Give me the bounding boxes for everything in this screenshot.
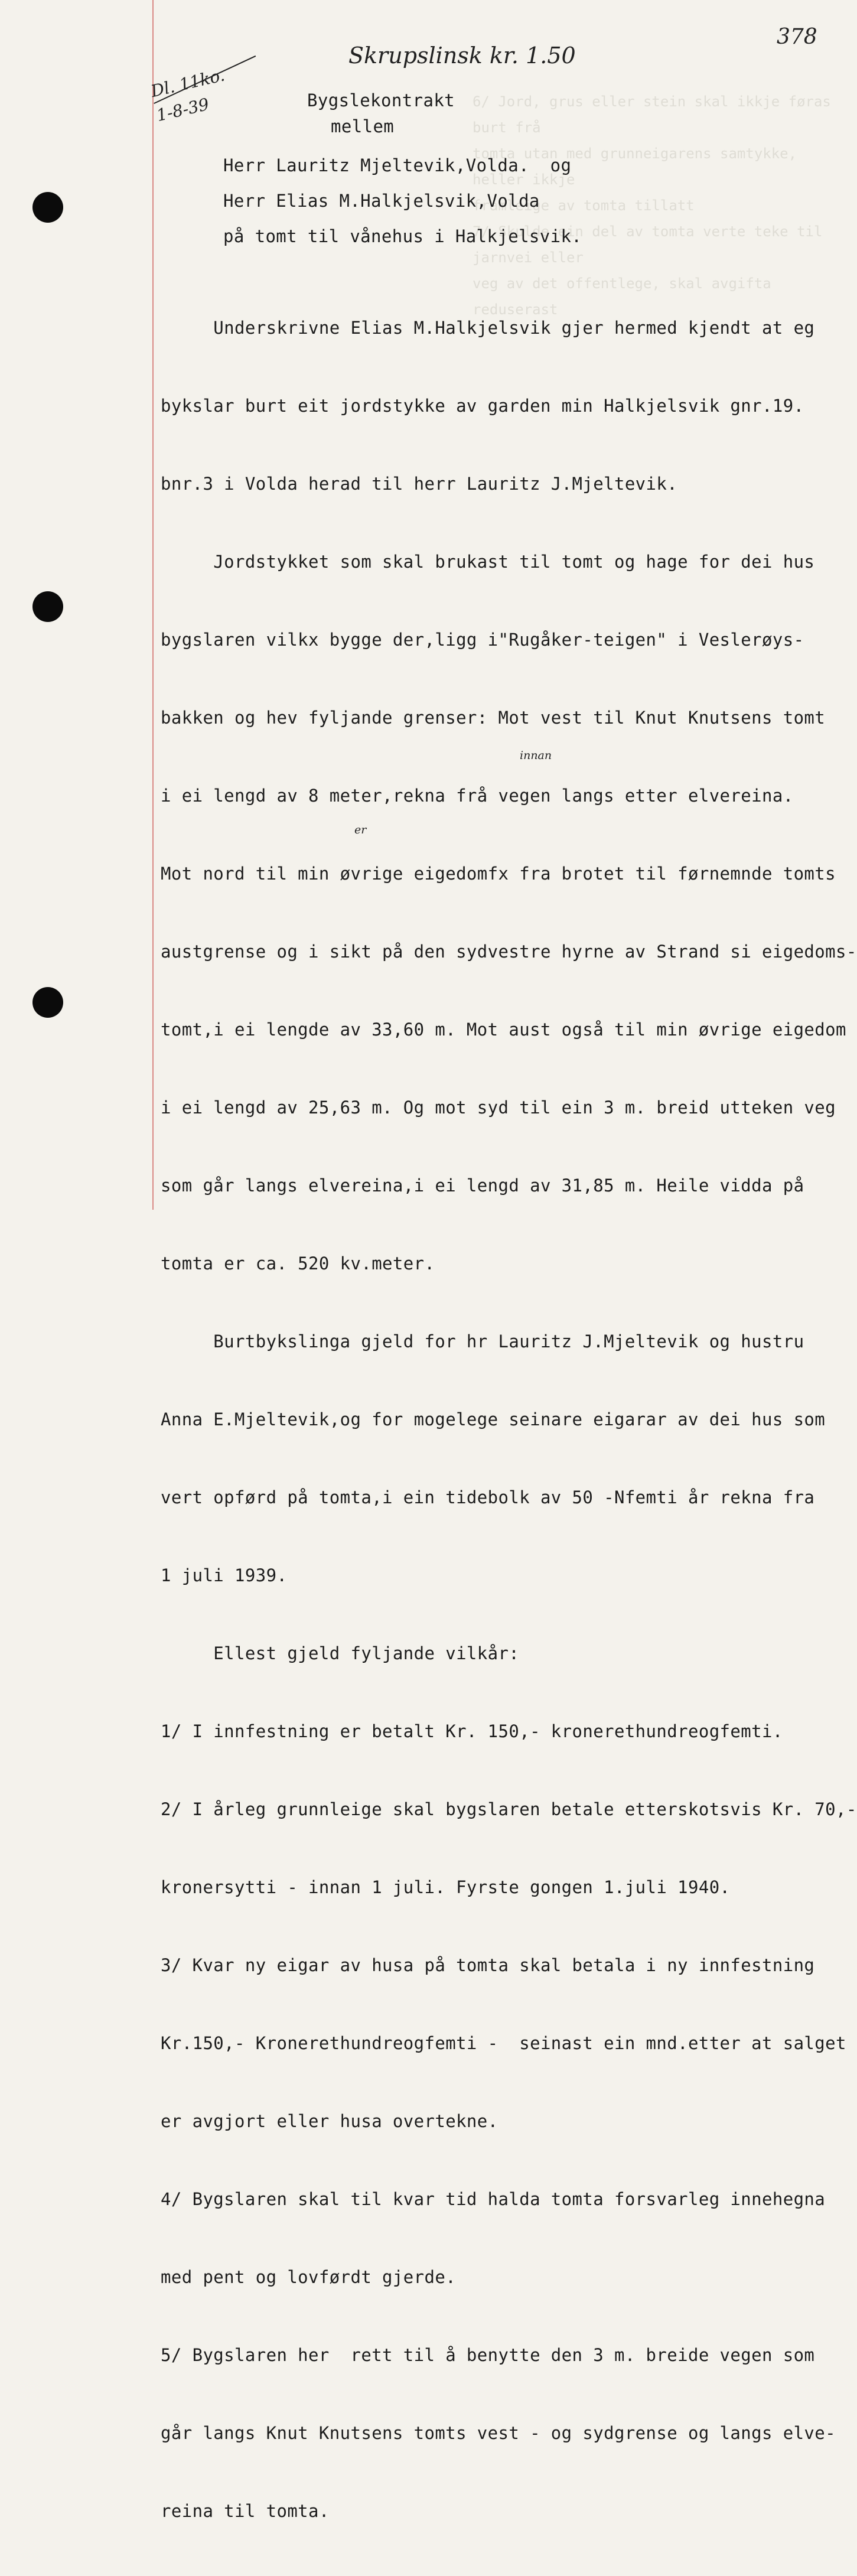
title-mellem: mellem [331, 116, 395, 136]
body-line: 3/ Kvar ny eigar av husa på tomta skal betala i ny innfestning [161, 1955, 815, 1975]
body-line: Mot nord til min øvrige eigedomfx fra brotet til førnemnde tomts [161, 864, 836, 884]
body-line: Burtbykslinga gjeld for hr Lauritz J.Mjeltevik og hustru [161, 1331, 804, 1351]
stamp-duty-note: Skrupslinsk kr. 1.50 [348, 43, 576, 69]
body-line: som går langs elvereina,i ei lengd av 31,85 m. Heile vidda på [161, 1175, 804, 1196]
contract-subject: på tomt til vånehus i Halkjelsvik. [223, 226, 582, 246]
body-line: 1/ I innfestning er betalt Kr. 150,- kronerethundreogfemti. [161, 1721, 783, 1741]
body-line: bykslar burt eit jordstykke av garden min Halkjelsvik gnr.19. [161, 396, 804, 416]
document-title: Bygslekontrakt [307, 90, 455, 110]
body-line: tomt,i ei lengde av 33,60 m. Mot aust også til min øvrige eigedom [161, 1020, 846, 1040]
interlinear-insert-innan: innan [520, 749, 552, 762]
body-line: Underskrivne Elias M.Halkjelsvik gjer hermed kjendt at eg [161, 318, 815, 338]
body-line: går langs Knut Knutsens tomts vest - og sydgrense og langs elve- [161, 2423, 836, 2443]
ghost-line: 6/ Jord, grus eller stein skal ikkje føras burt frå [473, 93, 831, 136]
body-line: Jordstykket som skal brukast til tomt og hage for dei hus [161, 552, 815, 572]
ghost-line: tomta utan med grunneigarens samtykke, heller ikkje [473, 145, 797, 188]
interlinear-insert-er: er [354, 823, 367, 836]
punch-hole [32, 591, 63, 622]
ghost-line: 7/ Skulde ein del av tomta verte teke til jarnvei eller [473, 223, 823, 266]
party-one: Herr Lauritz Mjeltevik,Volda. og [223, 155, 572, 175]
body-line: austgrense og i sikt på den sydvestre hyrne av Strand si eigedoms- [161, 942, 857, 962]
margin-note-line: 1-8-39 [154, 94, 211, 126]
punch-hole [32, 192, 63, 223]
body-line: 1 juli 1939. [161, 1565, 288, 1585]
ghost-line: framleige av tomta tillatt [473, 197, 695, 214]
ghost-line: veg av det offentlege, skal avgifta reduserast [473, 275, 771, 318]
body-line: 2/ I årleg grunnleige skal bygslaren betale etterskotsvis Kr. 70,- [161, 1799, 857, 1819]
body-line: er avgjort eller husa overtekne. [161, 2111, 498, 2131]
body-line: vert opførd på tomta,i ein tidebolk av 50 -Nfemti år rekna fra [161, 1487, 815, 1507]
body-line: bakken og hev fyljande grenser: Mot vest til Knut Knutsens tomt [161, 708, 826, 728]
body-line: med pent og lovførdt gjerde. [161, 2267, 457, 2287]
body-line: i ei lengd av 8 meter,rekna frå vegen langs etter elvereina. [161, 786, 794, 806]
body-line: bygslaren vilkx bygge der,ligg i"Rugåker-teigen" i Veslerøys- [161, 630, 804, 650]
body-line: Ellest gjeld fyljande vilkår: [161, 1643, 520, 1663]
body-line: bnr.3 i Volda herad til herr Lauritz J.Mjeltevik. [161, 474, 678, 494]
body-line: reina til tomta. [161, 2501, 330, 2521]
body-line: Kr.150,- Kronerethundreogfemti - seinast ein mnd.etter at salget [161, 2033, 846, 2053]
party-two: Herr Elias M.Halkjelsvik,Volda [223, 191, 540, 211]
body-line: Anna E.Mjeltevik,og for mogelege seinare eigarar av dei hus som [161, 1409, 826, 1429]
body-line: 4/ Bygslaren skal til kvar tid halda tomta forsvarleg innehegna [161, 2189, 826, 2209]
punch-hole [32, 987, 63, 1018]
margin-note-line: Dl. 11ko. [149, 65, 227, 102]
body-line: tomta er ca. 520 kv.meter. [161, 1253, 435, 1274]
body-line: kronersytti - innan 1 juli. Fyrste gongen 1.juli 1940. [161, 1877, 731, 1897]
body-text [161, 263, 857, 2576]
body-line: 5/ Bygslaren her rett til å benytte den 3 m. breide vegen som [161, 2345, 815, 2365]
page-number: 378 [777, 25, 817, 49]
body-line: i ei lengd av 25,63 m. Og mot syd til ein 3 m. breid utteken veg [161, 1098, 836, 1118]
